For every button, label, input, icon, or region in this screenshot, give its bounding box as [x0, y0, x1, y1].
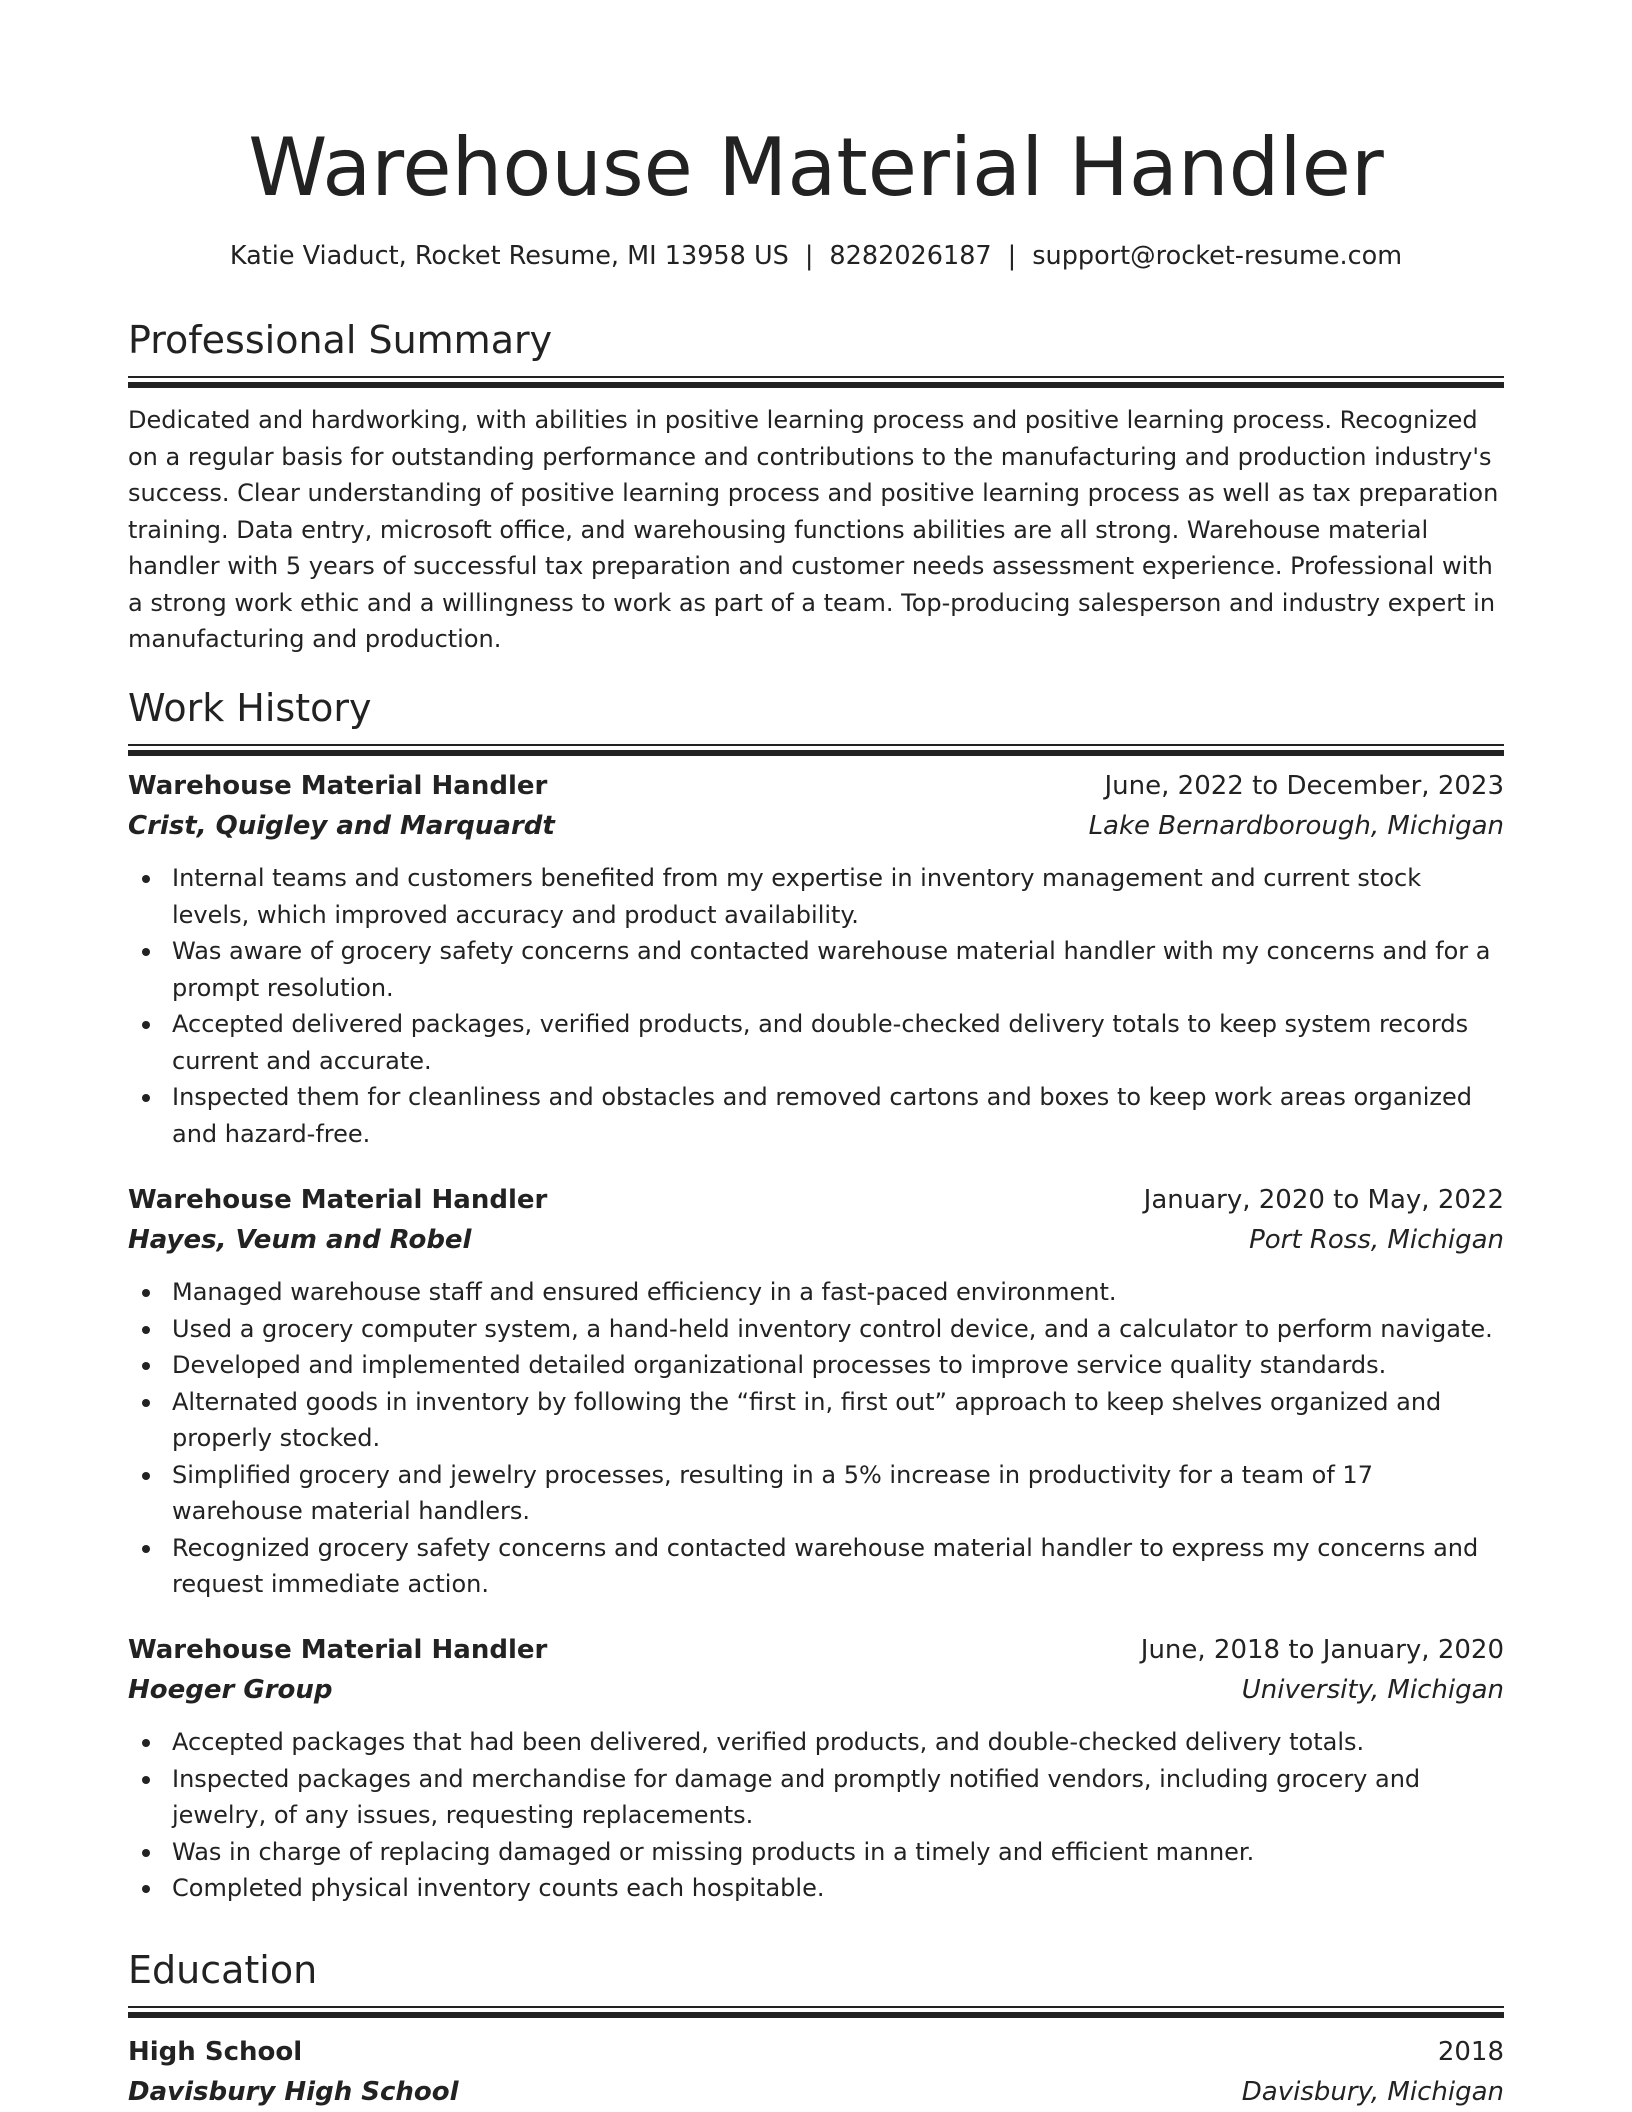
contact-phone: 8282026187	[829, 241, 992, 271]
job-bullet: Accepted packages that had been delivered, verified products, and double-checked delivery totals.	[172, 1724, 1504, 1761]
job-bullet-list	[128, 1274, 1504, 1603]
job-entry	[128, 1630, 1504, 1907]
job-bullet: Used a grocery computer system, a hand-held inventory control device, and a calculator to perform navigate.	[172, 1311, 1504, 1348]
summary-text: Dedicated and hardworking, with abilities in positive learning process and positive learning process. Recognized on a regular basis for outstanding performance and contributions to the manufacturing and production industry's success. Clear understanding of positive learning process and positive learning process as well as tax preparation training. Data entry, microsoft office, and warehousing functions abilities are all strong. Warehouse material handler with 5 years of successful tax preparation and customer needs assessment experience. Professional with a strong work ethic and a willingness to work as part of a team. Top-producing salesperson and industry expert in manufacturing and production.	[128, 406, 1499, 653]
job-bullet-list	[128, 860, 1504, 1152]
job-bullet: Developed and implemented detailed organizational processes to improve service quality standards.	[172, 1347, 1504, 1384]
job-title: Warehouse Material Handler	[128, 771, 548, 801]
section-divider	[128, 744, 1504, 756]
education-header-row	[128, 2032, 1504, 2072]
job-bullet: Internal teams and customers benefited from my expertise in inventory management and current stock levels, which improved accuracy and product availability.	[172, 860, 1504, 933]
job-header-row	[128, 1630, 1504, 1670]
section-divider	[128, 2006, 1504, 2018]
education-school-row	[128, 2072, 1504, 2112]
job-company-row	[128, 806, 1504, 846]
job-bullet: Was aware of grocery safety concerns and contacted warehouse material handler with my concerns and for a prompt resolution.	[172, 933, 1504, 1006]
job-bullet: Inspected them for cleanliness and obstacles and removed cartons and boxes to keep work areas organized and hazard-free.	[172, 1079, 1504, 1152]
summary-heading: Professional Summary	[128, 318, 553, 362]
job-bullet: Inspected packages and merchandise for damage and promptly notified vendors, including grocery and jewelry, of any issues, requesting replacements.	[172, 1761, 1504, 1834]
contact-email: support@rocket-resume.com	[1032, 241, 1403, 271]
job-location: University, Michigan	[1241, 1675, 1504, 1705]
education-location: Davisbury, Michigan	[1241, 2077, 1504, 2107]
job-title: Warehouse Material Handler	[128, 1185, 548, 1215]
job-bullet: Was in charge of replacing damaged or missing products in a timely and efficient manner.	[172, 1834, 1504, 1871]
job-bullet: Recognized grocery safety concerns and contacted warehouse material handler to express my concerns and request immediate action.	[172, 1530, 1504, 1603]
job-dates: January, 2020 to May, 2022	[1143, 1185, 1504, 1215]
job-title: Warehouse Material Handler	[128, 1635, 548, 1665]
contact-separator: |	[804, 241, 814, 271]
job-dates: June, 2018 to January, 2020	[1140, 1635, 1504, 1665]
education-year: 2018	[1437, 2037, 1504, 2067]
job-entry	[128, 766, 1504, 1152]
job-bullet: Simplified grocery and jewelry processes, resulting in a 5% increase in productivity for a team of 17 warehouse material handlers.	[172, 1457, 1504, 1530]
work-history-section	[128, 684, 1504, 756]
job-company-row	[128, 1220, 1504, 1260]
job-company-row	[128, 1670, 1504, 1710]
contact-line	[128, 238, 1504, 274]
job-location: Lake Bernardborough, Michigan	[1088, 811, 1504, 841]
education-degree: High School	[128, 2037, 303, 2067]
education-entry	[128, 2032, 1504, 2112]
resume-title: Warehouse Material Handler	[248, 121, 1384, 214]
job-bullet-list	[128, 1724, 1504, 1907]
contact-address: Katie Viaduct, Rocket Resume, MI 13958 US	[229, 241, 789, 271]
section-divider	[128, 376, 1504, 388]
job-company: Hoeger Group	[128, 1675, 333, 1705]
job-header-row	[128, 1180, 1504, 1220]
education-section	[128, 1946, 1504, 2018]
job-company: Crist, Quigley and Marquardt	[128, 811, 555, 841]
education-heading: Education	[128, 1948, 318, 1992]
job-bullet: Accepted delivered packages, verified products, and double-checked delivery totals to keep system records current and accurate.	[172, 1006, 1504, 1079]
contact-separator: |	[1007, 241, 1017, 271]
job-header-row	[128, 766, 1504, 806]
education-school: Davisbury High School	[128, 2077, 459, 2107]
job-company: Hayes, Veum and Robel	[128, 1225, 472, 1255]
job-bullet: Alternated goods in inventory by following the “first in, first out” approach to keep shelves organized and properly stocked.	[172, 1384, 1504, 1457]
job-entry	[128, 1180, 1504, 1603]
job-bullet: Managed warehouse staff and ensured efficiency in a fast-paced environment.	[172, 1274, 1504, 1311]
job-location: Port Ross, Michigan	[1249, 1225, 1504, 1255]
summary-section	[128, 316, 1504, 388]
work-history-heading: Work History	[128, 686, 372, 730]
job-bullet: Completed physical inventory counts each hospitable.	[172, 1870, 1504, 1907]
job-dates: June, 2022 to December, 2023	[1104, 771, 1504, 801]
